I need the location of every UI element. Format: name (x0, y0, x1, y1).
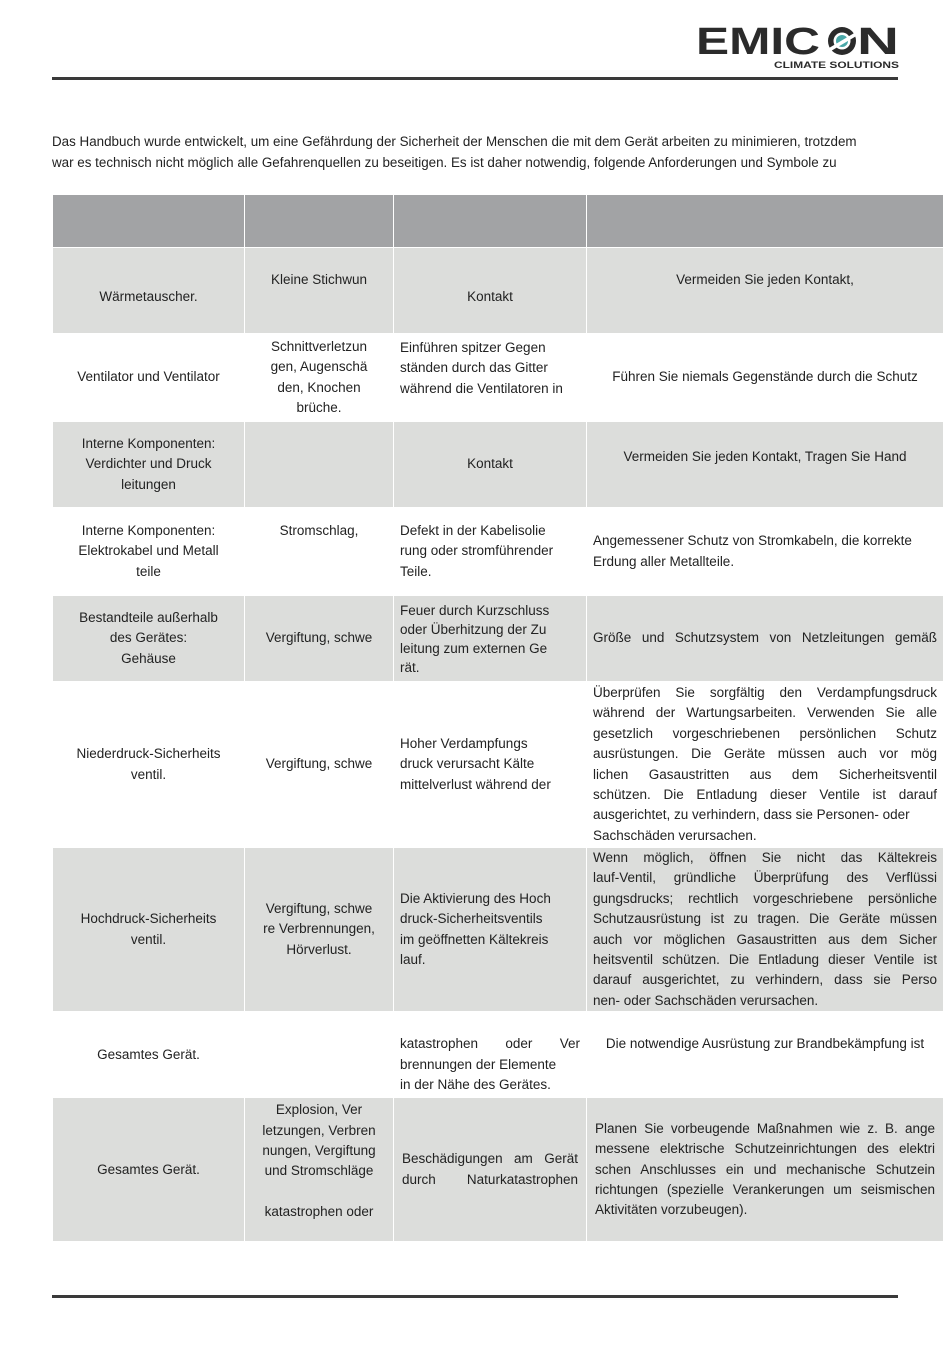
cause-cell: Einführen spitzer Gegen ständen durch das Gitter während die Ventilatoren in (394, 334, 587, 422)
table-row (53, 334, 944, 422)
intro-line-2: war es technisch nicht möglich alle Gefahrenquellen zu beseitigen. Es ist daher notwendig, folgende Anforderungen und Symbole zu (52, 155, 837, 170)
component-cell: Niederdruck-Sicherheits ventil. (53, 682, 245, 848)
injury-cell: Schnittverletzun gen, Augenschä den, Knochen brüche. (245, 334, 394, 422)
measure-cell: Planen Sie vorbeugende Maßnahmen wie z. B. ange messene elektrische Schutzeinrichtungen des elektri schen Anschlusses ein und mechanische Schutzein richtungen (spezielle Verankerungen um seismischen Aktivitäten vorzubeugen). (587, 1098, 944, 1242)
svg-text:EMIC: EMIC (696, 21, 820, 63)
footer-divider (52, 1295, 898, 1298)
table-row (53, 1098, 944, 1242)
cause-cell: Defekt in der Kabelisolie rung oder stromführender Teile. (394, 508, 587, 596)
table-header-row (53, 195, 944, 248)
header-cell (394, 195, 587, 248)
cause-cell: Feuer durch Kurzschluss oder Überhitzung der Zu leitung zum externen Ge rät. (394, 596, 587, 682)
injury-cell: Stromschlag, (245, 508, 394, 596)
table-row (53, 508, 944, 596)
measure-cell: Führen Sie niemals Gegenstände durch die Schutz (587, 334, 944, 422)
measure-cell: Überprüfen Sie sorgfältig den Verdampfungsdruck während der Wartungsarbeiten. Verwenden Sie alle gesetzlich vorgeschriebenen persönlichen Schutz ausrüstungen. Die Geräte müssen auch vor mög lichen Gasaustritten aus dem Sicherheitsventil schützen. Die Entladung dieser Ventile ist darauf ausgerichtet, zu verhindern, dass sie Personen- oder Sachschäden verursachen. (587, 682, 944, 848)
injury-cell (245, 422, 394, 508)
injury-cell: Vergiftung, schwe re Verbrennungen, Hörverlust. (245, 848, 394, 1012)
svg-text:N: N (857, 21, 899, 63)
injury-cell: Explosion, Ver letzungen, Verbren nungen, Vergiftung und Stromschläge katastrophen oder (245, 1098, 394, 1242)
cause-cell: Kontakt (394, 248, 587, 334)
component-cell: Gesamtes Gerät. (53, 1098, 245, 1242)
component-cell: Interne Komponenten: Verdichter und Druck leitungen (53, 422, 245, 508)
cause-cell: Beschädigungen am Gerät durch Naturkatastrophen (394, 1098, 587, 1242)
hazard-table (52, 194, 944, 1242)
intro-paragraph (52, 131, 902, 173)
table-row (53, 422, 944, 508)
header-divider (52, 77, 898, 80)
component-cell: Bestandteile außerhalb des Gerätes: Gehäuse (53, 596, 245, 682)
component-cell: Interne Komponenten: Elektrokabel und Metall teile (53, 508, 245, 596)
header-cell (53, 195, 245, 248)
component-cell: Hochdruck-Sicherheits ventil. (53, 848, 245, 1012)
measure-cell: Vermeiden Sie jeden Kontakt, (587, 248, 944, 334)
header-cell (587, 195, 944, 248)
table-row (53, 848, 944, 1012)
cause-cell: Die Aktivierung des Hoch druck-Sicherheitsventils im geöffnetten Kältekreis lauf. (394, 848, 587, 1012)
injury-cell (245, 1012, 394, 1098)
injury-cell: Vergiftung, schwe (245, 682, 394, 848)
table-row (53, 596, 944, 682)
table-row (53, 682, 944, 848)
table-row (53, 248, 944, 334)
component-cell: Ventilator und Ventilator (53, 334, 245, 422)
measure-cell: Vermeiden Sie jeden Kontakt, Tragen Sie Hand (587, 422, 944, 508)
injury-cell: Vergiftung, schwe (245, 596, 394, 682)
svg-text:CLIMATE SOLUTIONS: CLIMATE SOLUTIONS (774, 60, 899, 70)
emicon-logo (696, 20, 901, 72)
component-cell: Gesamtes Gerät. (53, 1012, 245, 1098)
emicon-logo-graphic (696, 20, 901, 72)
cause-cell: katastrophen oder Ver brennungen der Elemente in der Nähe des Gerätes. (394, 1012, 587, 1098)
header-cell (245, 195, 394, 248)
cause-cell: Kontakt (394, 422, 587, 508)
table-row (53, 1012, 944, 1098)
intro-line-1: Das Handbuch wurde entwickelt, um eine Gefährdung der Sicherheit der Menschen die mit dem Gerät arbeiten zu minimieren, trotzdem (52, 134, 857, 149)
measure-cell: Die notwendige Ausrüstung zur Brandbekämpfung ist (587, 1012, 944, 1098)
cause-cell: Hoher Verdampfungs druck verursacht Kälte mittelverlust während der (394, 682, 587, 848)
measure-cell: Größe und Schutzsystem von Netzleitungen gemäß (587, 596, 944, 682)
injury-cell: Kleine Stichwun (245, 248, 394, 334)
measure-cell: Angemessener Schutz von Stromkabeln, die korrekte Erdung aller Metallteile. (587, 508, 944, 596)
component-cell: Wärmetauscher. (53, 248, 245, 334)
measure-cell: Wenn möglich, öffnen Sie nicht das Kältekreis lauf-Ventil, gründliche Überprüfung des Verflüssi gungsdrucks; rechtlich vorgeschriebene persönliche Schutzausrüstung ist zu tragen. Die Geräte müssen auch vor möglichen Gasaustritten aus dem Sicher heitsventil schützen. Die Entladung dieser Ventile ist darauf ausgerichtet, zu verhindern, dass sie Perso nen- oder Sachschäden verursachen. (587, 848, 944, 1012)
